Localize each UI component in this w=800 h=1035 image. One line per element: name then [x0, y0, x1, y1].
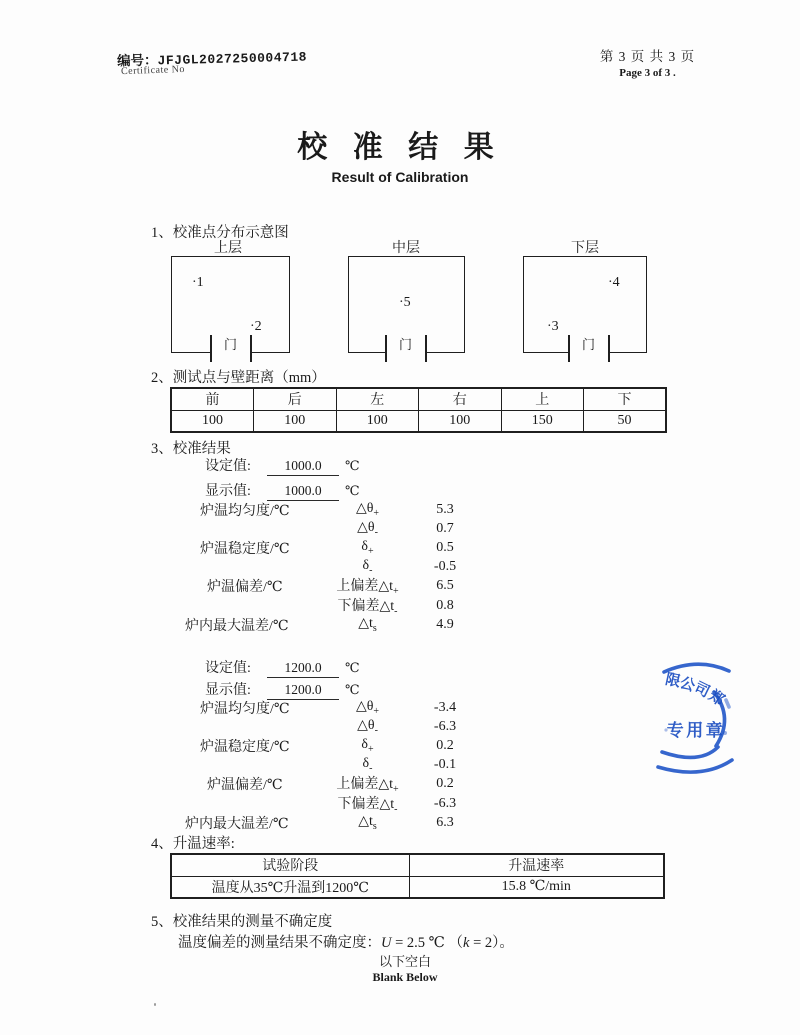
heating-rate-table: [170, 853, 665, 899]
result-symbol: $\triangle\theta_+$: [355, 699, 380, 717]
result-row: [185, 736, 505, 755]
result-symbol: 下偏差$\triangle t_-$: [337, 796, 398, 815]
header-cell: 右: [419, 388, 502, 410]
result-symbol: 下偏差$\triangle t_-$: [337, 598, 398, 617]
value-cell: 15.8 ℃/min: [409, 876, 664, 898]
seal-arc-char: 公: [677, 675, 698, 696]
seal-bottom-outer-arc: [658, 760, 732, 772]
section3-heading: 3、校准结果: [151, 441, 231, 457]
result-value: -6.3: [433, 795, 457, 811]
display-value: 1200.0: [267, 682, 339, 700]
result-symbol: 上偏差$\triangle t_+$: [336, 579, 399, 598]
section4-heading: 4、升温速率:: [151, 836, 235, 852]
unit-celsius: ℃: [345, 660, 360, 675]
uncertainty-label: 温度偏差的测量结果不确定度：: [178, 935, 381, 951]
result-symbol: $\triangle\theta_-$: [357, 718, 378, 737]
set-value: 1200.0: [267, 660, 339, 678]
section1-heading: 1、校准点分布示意图: [151, 225, 289, 241]
section2-heading: 2、测试点与壁距离（mm）: [151, 370, 326, 386]
door-label: 门: [399, 337, 413, 352]
header-cell: 升温速率: [409, 854, 664, 876]
calibration-point-3: ·3: [547, 319, 559, 334]
result-label: 炉温偏差/℃: [207, 580, 283, 596]
result-row: [185, 794, 505, 813]
result-row: [185, 577, 505, 596]
display-value-label: 显示值:: [205, 484, 251, 499]
header-cell: 左: [336, 388, 419, 410]
calibration-point-2: ·2: [250, 319, 262, 334]
result-value: 6.3: [436, 814, 454, 830]
table-header-row: [171, 388, 666, 410]
layer-label-middle: 中层: [392, 241, 420, 256]
document-title: 校 准 结 果: [297, 131, 503, 164]
unit-celsius: ℃: [345, 682, 360, 697]
seal-arc-char: 司: [691, 679, 713, 701]
uncertainty-u-symbol: U: [381, 935, 392, 951]
result-value: 0.7: [436, 520, 454, 536]
header-cell: 试验阶段: [171, 854, 409, 876]
result-row: [185, 519, 505, 538]
value-cell: 100: [419, 410, 502, 432]
result-symbol: $\delta_+$: [361, 737, 374, 755]
chamber-diagram-top-layer: [171, 256, 290, 353]
result-symbol: $\delta_+$: [361, 539, 374, 557]
coverage-factor-symbol: k: [463, 935, 470, 951]
value-cell: 150: [501, 410, 584, 432]
seal-arc-char: 郑: [705, 687, 727, 710]
uncertainty-line: 温度偏差的测量结果不确定度：U = 2.5 ℃ （k = 2）。: [178, 935, 514, 951]
company-seal-stamp: [628, 646, 788, 786]
result-row: [185, 615, 505, 634]
results-block-1000: [185, 500, 505, 634]
result-value: 0.2: [436, 737, 454, 753]
value-cell: 100: [171, 410, 254, 432]
result-value: -0.5: [433, 559, 457, 575]
display-value: 1000.0: [267, 483, 339, 501]
set-value-label: 设定值:: [205, 459, 251, 474]
header-cell: 前: [171, 388, 254, 410]
chamber-diagram-bottom-layer: [523, 256, 647, 353]
calibration-point-4: ·4: [608, 275, 620, 290]
result-row: [185, 775, 505, 794]
result-symbol: $\triangle\theta_-$: [357, 520, 378, 539]
result-label: 炉温稳定度/℃: [200, 739, 290, 755]
certificate-number-caption: Certificate No: [120, 63, 186, 78]
result-symbol: $\triangle\theta_+$: [355, 501, 380, 519]
result-row: [185, 717, 505, 736]
door-label: 门: [224, 337, 238, 352]
chamber-diagram-middle-layer: [348, 256, 465, 353]
table-value-row: [171, 410, 666, 432]
set-value-line-1: [205, 455, 360, 476]
result-symbol: $\delta_-$: [362, 558, 373, 577]
certificate-number-label: 编号：: [116, 52, 158, 69]
result-symbol: $\triangle t_s$: [358, 814, 377, 833]
calibration-point-1: ·1: [192, 275, 204, 290]
seal-arc-char: 限: [663, 671, 682, 691]
display-value-line-1: [205, 480, 360, 501]
calibration-point-5: ·5: [399, 295, 411, 310]
result-label: 炉内最大温差/℃: [185, 816, 289, 832]
header-cell: 上: [501, 388, 584, 410]
scan-speck: [154, 1003, 156, 1006]
result-value: 5.3: [436, 501, 454, 517]
seal-top-arc: [664, 664, 729, 672]
result-label: 炉温均匀度/℃: [200, 701, 290, 717]
result-row: [185, 558, 505, 577]
value-cell: 100: [254, 410, 337, 432]
display-value-label: 显示值:: [205, 683, 251, 698]
result-label: 炉温稳定度/℃: [200, 541, 290, 557]
page-number-cn: 第 3 页 共 3 页: [599, 49, 696, 64]
result-row: [185, 813, 505, 832]
result-row: [185, 538, 505, 557]
result-value: 0.5: [436, 539, 454, 555]
layer-label-bottom: 下层: [571, 241, 599, 256]
unit-celsius: ℃: [345, 458, 360, 473]
result-value: 0.8: [436, 597, 454, 613]
seal-center-text: 专用章: [666, 721, 726, 740]
results-block-1200: [185, 698, 505, 832]
value-cell: 温度从35℃升温到1200℃: [171, 876, 409, 898]
value-cell: 100: [336, 410, 419, 432]
table-header-row: [171, 854, 664, 876]
header-cell: 下: [584, 388, 667, 410]
table-value-row: [171, 876, 664, 898]
seal-bottom-inner-arc: [662, 747, 718, 757]
result-row: [185, 596, 505, 615]
result-value: -6.3: [433, 718, 457, 734]
blank-below-cn: 以下空白: [378, 954, 431, 969]
blank-below-en: Blank Below: [372, 970, 438, 984]
result-value: -3.4: [433, 699, 457, 715]
result-value: 6.5: [436, 578, 454, 594]
result-label: 炉内最大温差/℃: [185, 618, 289, 634]
certificate-number-value: JFJGL2027250004718: [157, 49, 308, 69]
result-row: [185, 500, 505, 519]
layer-label-top: 上层: [214, 241, 242, 256]
result-symbol: $\delta_-$: [362, 756, 373, 775]
set-value-line-2: [205, 657, 360, 678]
result-row: [185, 756, 505, 775]
wall-distance-table: [170, 387, 667, 433]
page-number-en: Page 3 of 3 .: [619, 67, 676, 79]
result-value: 4.9: [436, 616, 454, 632]
page-number-block: [575, 45, 720, 79]
value-cell: 50: [584, 410, 667, 432]
result-label: 炉温均匀度/℃: [200, 503, 290, 519]
section5-heading: 5、校准结果的测量不确定度: [151, 914, 333, 930]
result-value: 0.2: [436, 776, 454, 792]
set-value-label: 设定值:: [205, 661, 251, 676]
unit-celsius: ℃: [345, 483, 360, 498]
set-value: 1000.0: [267, 458, 339, 476]
result-label: 炉温偏差/℃: [207, 778, 283, 794]
document-subtitle: Result of Calibration: [331, 169, 469, 185]
result-row: [185, 698, 505, 717]
result-value: -0.1: [433, 757, 457, 773]
result-symbol: 上偏差$\triangle t_+$: [336, 777, 399, 796]
door-label: 门: [582, 337, 596, 352]
header-cell: 后: [254, 388, 337, 410]
result-symbol: $\triangle t_s$: [358, 616, 377, 635]
